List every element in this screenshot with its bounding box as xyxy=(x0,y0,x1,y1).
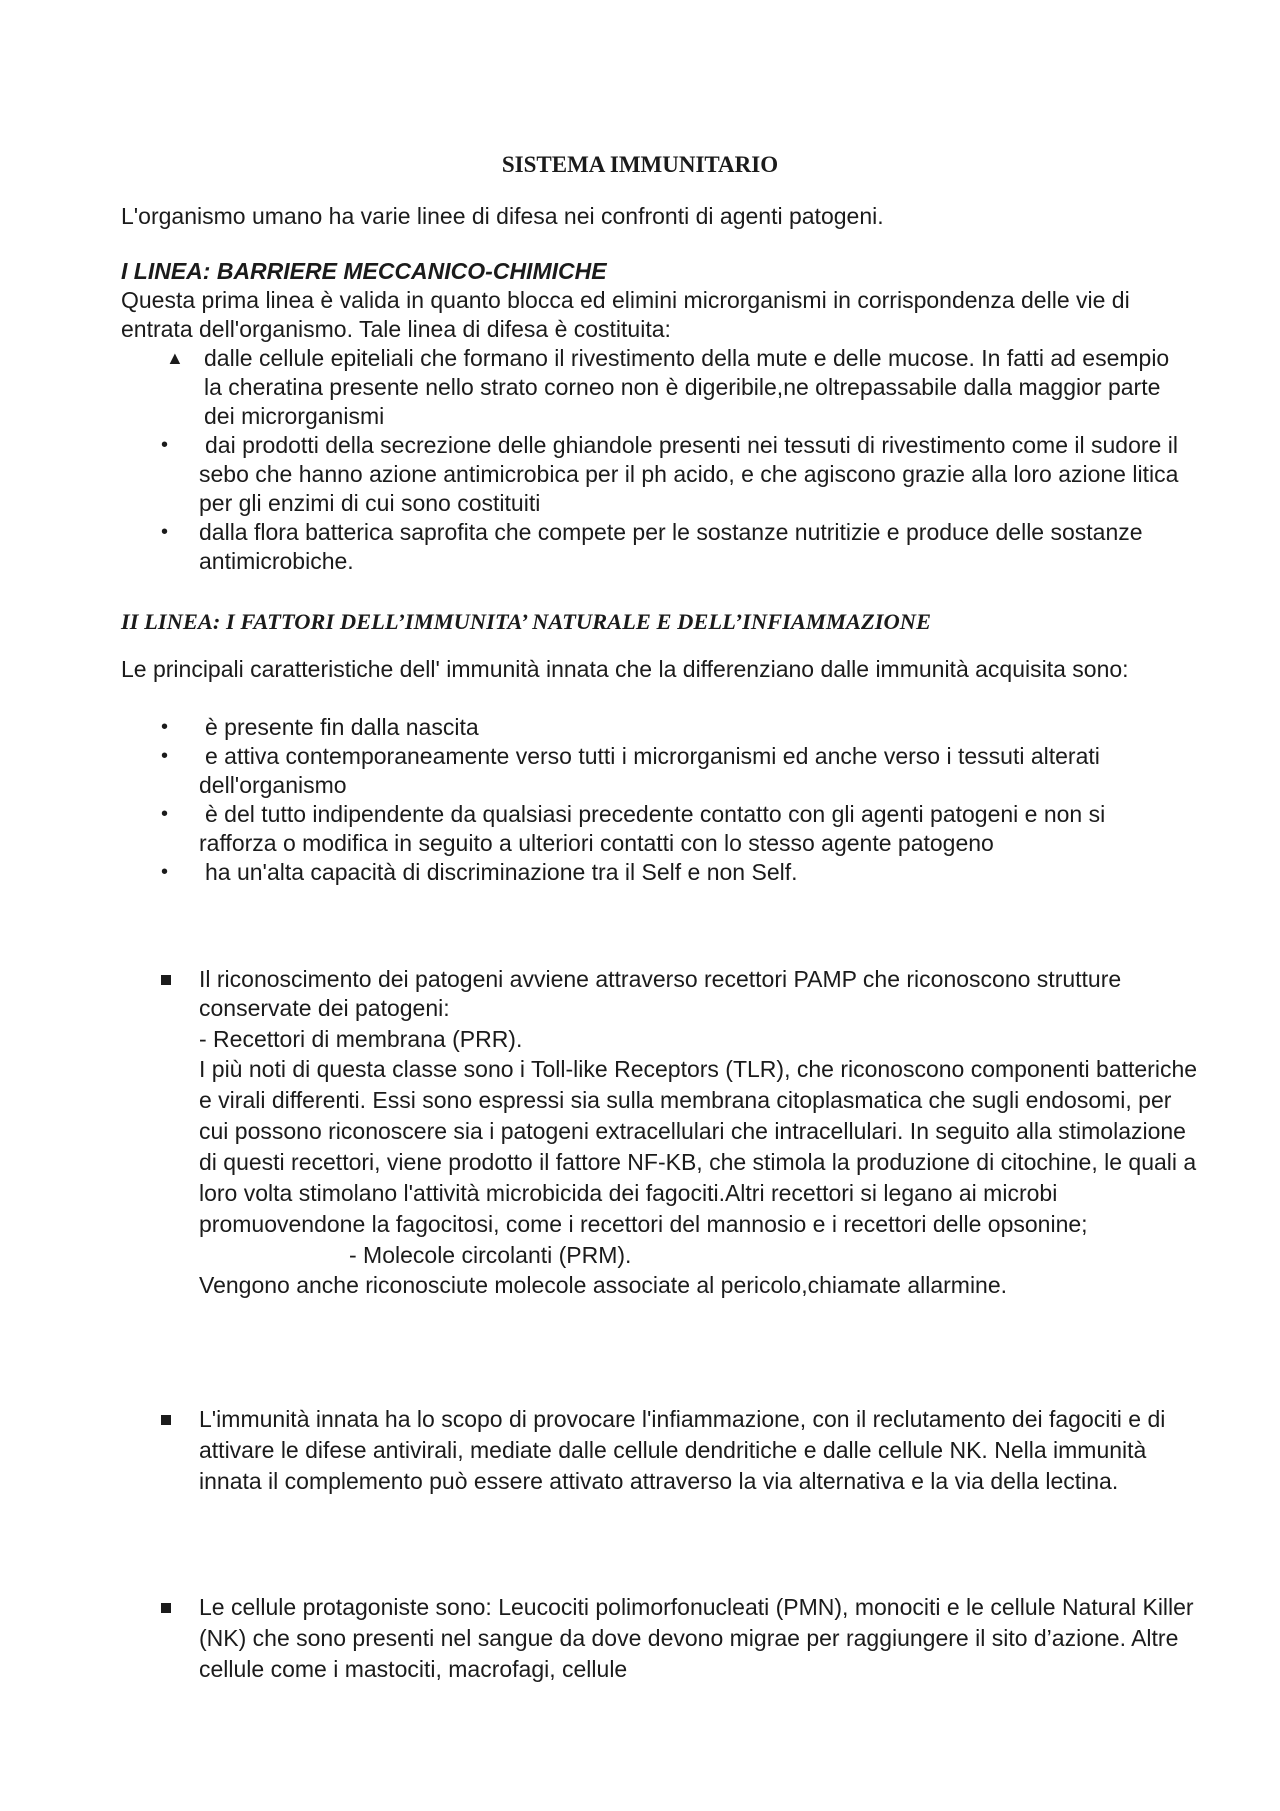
point-recognition-body: I più noti di questa classe sono i Toll-like Receptors (TLR), che riconoscono componenti batteriche e virali differenti. Essi sono espressi sia sulla membrana citoplasmatica che sugli endosomi, per cui possono riconoscere sia i patogeni extracellulari che intracellulari. In seguito alla stimolazione di questi recettori, viene prodotto il fattore NF-KB, che stimola la produzione di citochine, le quali a loro volta stimolano l'attività microbicida dei fagociti.Altri recettori si legano ai microbi promuovendone la fagocitosi, come i recettori del mannosio e i recettori delle opsonine;- Molecole circolanti (PRM). xyxy=(199,1056,1198,1268)
list-item: • dalla flora batterica saprofita che compete per le sostanze nutritizie e produce delle sostanze antimicrobiche. xyxy=(161,519,1143,574)
prr-label: - Recettori di membrana (PRR). xyxy=(199,1026,523,1052)
bullet-icon: • xyxy=(161,521,169,543)
bullet-icon: • xyxy=(161,716,169,738)
section2-heading: II LINEA: I FATTORI DELL’IMMUNITA’ NATURALE E DELL’INFIAMMAZIONE xyxy=(121,609,931,634)
triangle-bullet-icon: ▲ xyxy=(166,348,184,368)
intro-paragraph: L'organismo umano ha varie linee di difesa nei confronti di agenti patogeni. xyxy=(121,203,884,229)
point-recognition xyxy=(199,965,1199,1300)
section1-heading: I LINEA: BARRIERE MECCANICO-CHIMICHE xyxy=(121,258,607,284)
list-item: • è presente fin dalla nascita xyxy=(161,714,479,740)
list-item: ▲ dalle cellule epiteliali che formano il rivestimento della mute e delle mucose. In fatti ad esempio la cheratina presente nello strato corneo non è digeribile,ne oltrepassabile dalla maggior parte dei microrganismi xyxy=(166,345,1170,429)
section2-list xyxy=(161,713,1189,887)
square-bullet-icon xyxy=(161,975,171,985)
document-title: SISTEMA IMMUNITARIO xyxy=(501,152,779,177)
bullet-icon: • xyxy=(161,745,169,767)
point-recognition-intro: Il riconoscimento dei patogeni avviene attraverso recettori PAMP che riconoscono strutture conservate dei patogeni: xyxy=(199,966,1122,1021)
section1-list xyxy=(166,344,1189,431)
section2-intro: Le principali caratteristiche dell' immunità innata che la differenziano dalle immunità acquisita sono: xyxy=(121,656,1129,682)
point-cells: Le cellule protagoniste sono: Leucociti polimorfonucleati (PMN), monociti e le cellule Natural Killer (NK) che sono presenti nel sangue da dove devono migrae per raggiungere il sito d’azione. Altre cellule come i mastociti, macrofagi, cellule xyxy=(199,1592,1199,1685)
prm-label: - Molecole circolanti (PRM). xyxy=(349,1242,632,1268)
point-recognition-end: Vengono anche riconosciute molecole associate al pericolo,chiamate allarmine. xyxy=(199,1272,1008,1298)
square-bullet-icon xyxy=(161,1603,171,1613)
bullet-icon: • xyxy=(161,803,169,825)
bullet-icon: • xyxy=(161,434,169,456)
square-bullet-icon xyxy=(161,1415,171,1425)
list-item: • e attiva contemporaneamente verso tutti i microrganismi ed anche verso i tessuti alterati dell'organismo xyxy=(161,743,1100,798)
point-inflammation: L'immunità innata ha lo scopo di provocare l'infiammazione, con il reclutamento dei fagociti e di attivare le difese antivirali, mediate dalle cellule dendritiche e dalle cellule NK. Nella immunità innata il complemento può essere attivato attraverso la via alternativa e la via della lectina. xyxy=(199,1404,1199,1497)
section1-intro: Questa prima linea è valida in quanto blocca ed elimini microrganismi in corrispondenza delle vie di entrata dell'organismo. Tale linea di difesa è costituita: xyxy=(121,287,1130,342)
list-item: • è del tutto indipendente da qualsiasi precedente contatto con gli agenti patogeni e non si rafforza o modifica in seguito a ulteriori contatti con lo stesso agente patogeno xyxy=(161,801,1106,856)
section1-list-cont xyxy=(161,431,1189,576)
list-item: • ha un'alta capacità di discriminazione tra il Self e non Self. xyxy=(161,859,798,885)
bullet-icon: • xyxy=(161,861,169,883)
list-item: • dai prodotti della secrezione delle ghiandole presenti nei tessuti di rivestimento come il sudore il sebo che hanno azione antimicrobica per il ph acido, e che agiscono grazie alla loro azione litica per gli enzimi di cui sono costituiti xyxy=(161,432,1179,516)
